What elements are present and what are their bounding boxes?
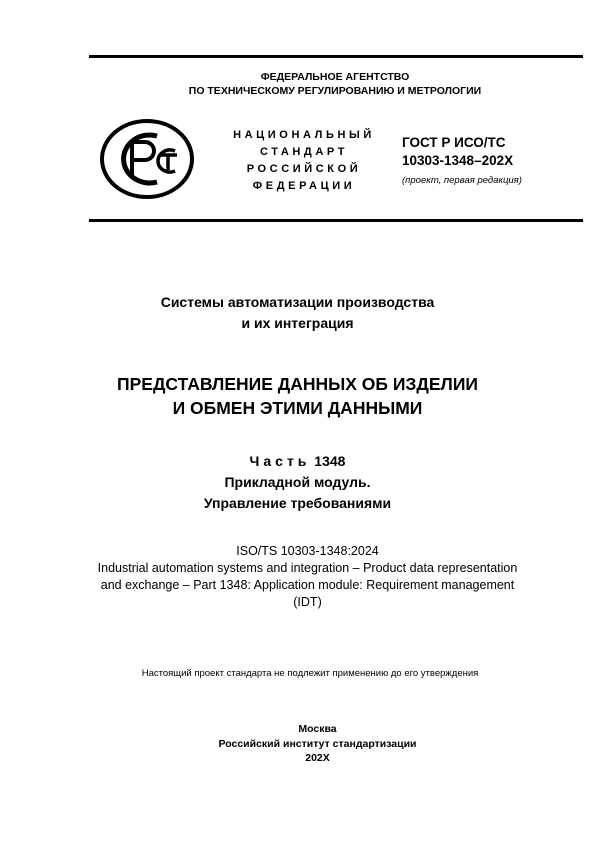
national-standard-heading [215,127,393,195]
agency-line-1: ФЕДЕРАЛЬНОЕ АГЕНТСТВО [260,71,410,83]
iso-line-3: and exchange – Part 1348: Application module: Requirement management [100,578,515,592]
footer-city: Москва [298,723,337,735]
national-line-4: ФЕДЕРАЦИИ [252,180,356,192]
gost-r-logo-icon [99,118,195,200]
iso-line-1: ISO/TS 10303-1348:2024 [236,544,379,558]
national-line-1: НАЦИОНАЛЬНЫЙ [233,129,375,141]
series-title [60,292,535,334]
gost-draft-note: (проект, первая редакция) [402,175,522,186]
gost-designation [402,134,513,170]
document-title [40,372,555,420]
top-rule [89,55,583,58]
part-line-1 [60,451,535,472]
part-label: Часть [249,453,311,469]
iso-reference [40,543,575,611]
agency-line-2: ПО ТЕХНИЧЕСКОМУ РЕГУЛИРОВАНИЮ И МЕТРОЛОГИИ [188,85,482,97]
draft-disclaimer: Настоящий проект стандарта не подлежит применению до его утверждения [141,668,479,679]
part-line-2: Прикладной модуль. [224,474,371,490]
national-line-2: СТАНДАРТ [259,146,349,158]
title-line-1: ПРЕДСТАВЛЕНИЕ ДАННЫХ ОБ ИЗДЕЛИИ [117,374,478,394]
part-number: 1348 [314,453,346,469]
gost-line-1: ГОСТ Р ИСО/ТС [402,135,506,150]
header-bottom-rule [89,219,583,222]
footer-year: 202X [305,752,330,764]
gost-line-2: 10303-1348–202X [402,153,514,168]
iso-line-4: (IDT) [293,595,322,609]
part-line-3: Управление требованиями [203,495,392,511]
national-line-3: РОССИЙСКОЙ [246,163,362,175]
series-line-2: и их интеграция [241,315,354,331]
iso-line-2: Industrial automation systems and integration – Product data representation [97,561,518,575]
publisher-footer [60,722,575,766]
title-line-2: И ОБМЕН ЭТИМИ ДАННЫМИ [172,398,423,418]
series-line-1: Системы автоматизации производства [160,294,435,310]
footer-publisher: Российский институт стандартизации [218,737,417,750]
agency-heading [90,70,580,98]
part-heading [60,451,535,514]
gost-r-logo [99,118,195,200]
